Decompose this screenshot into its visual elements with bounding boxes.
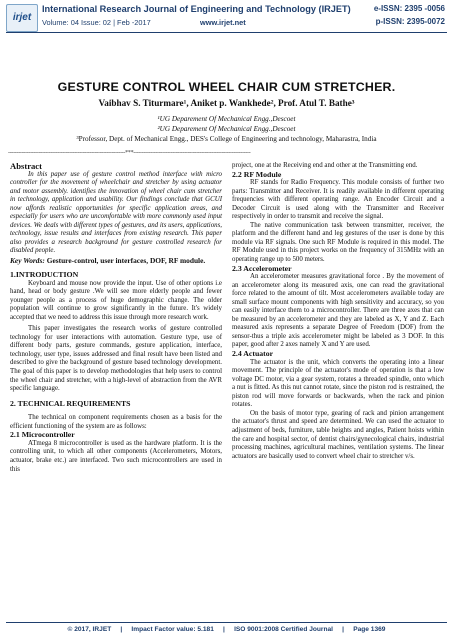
- keywords-value: Gesture-control, user interfaces, DOF, RF module.: [46, 256, 206, 266]
- footer-divider: [6, 622, 447, 623]
- actuator-paragraph-1: The actuator is the unit, which converts the operating into a linear movement. The principle of the actuator's mode of operation is that a low voltage DC motor, via a gear system, rotates a threaded spindle, onto which a nut is fitted. As this nut cannot rotate, since the piston rod is restrained, the piston rod will move forwards or backwards, when the rack and pinion rotates.: [232, 358, 444, 409]
- continued-paragraph: project, one at the Receiving end and other at the Transmitting end.: [232, 162, 418, 169]
- rf-paragraph-2: The native communication task between transmitter, receiver, the platform and the different hand and leg gestures of the user is done by this module via RF signals. One such RF Module is required in this model. The RF Module used in this project works on the frequency of 315MHz with an operating range up to 500 meters.: [232, 221, 444, 264]
- affiliation-2: ²UG Deparement Of Mechanical Engg.,Descoet: [157, 125, 296, 133]
- micro-paragraph: ATmega 8 microcontroller is used as the hardware platform. It is the controlling unit, to which all other components (Accelerometers, Motors, actuator, brake etc.) are interfaced. Two such microcontrollers are used in this: [10, 439, 222, 473]
- volume-issue: Volume: 04 Issue: 02 | Feb -2017: [42, 18, 151, 27]
- keywords: [10, 256, 222, 265]
- paper-authors: Vaibhav S. Titurmare¹, Aniket p. Wankhede², Prof. Atul T. Bathe³: [98, 98, 355, 108]
- intro-paragraph-1: Keyboard and mouse now provide the input. Use of other options i.e hand, head or body gesture .We will see more elderly people and fewer younger people as a process of huge demographic change. The older population will continue to grow significantly in the future. It's widely accepted that we need to address this issue through more research work.: [10, 279, 222, 321]
- pissn: p-ISSN: 2395-0072: [375, 17, 445, 26]
- left-column: [10, 162, 222, 474]
- actuator-paragraph-2: On the basis of motor type, gearing of rack and pinion arrangement the actuator's thrust and speed are determined. We can used the actuator to adjustment of beds, furniture, table heights and angles, Patient hoists within the care and hospital sector, of dentist chairs/gynecological chairs, industrial processing machines, agricultural machines, ventilation systems. The linear actuators are basically used to convert wheel chair to stretcher v/s.: [232, 409, 444, 460]
- footer-page: Page 1369: [353, 626, 386, 633]
- footer-iso: ISO 9001:2008 Certified Journal: [234, 626, 334, 633]
- eissn: e-ISSN: 2395 -0056: [373, 4, 445, 13]
- right-column: [232, 162, 444, 461]
- tech-paragraph: The technical on component requirements chosen as a basis for the efficient functioning of the system are as follows:: [10, 414, 222, 430]
- page-footer: © 2017, IRJET | Impact Factor value: 5.181 | ISO 9001:2008 Certified Journal | Page 1369: [67, 626, 386, 633]
- journal-title: International Research Journal of Engineering and Technology (IRJET): [42, 4, 351, 14]
- header-divider: [6, 32, 447, 33]
- micro-heading: 2.1 Microcontroller: [10, 430, 75, 440]
- keywords-label: Key Words:: [10, 256, 45, 266]
- journal-logo: irjet: [6, 4, 38, 32]
- intro-paragraph-2: This paper investigates the research works of gesture controlled technology for user interactions with automation. Gesture type, use of different body parts, gesture commands, gesture application, interface, technology, user type, issues addressed and final result have been listed and described to give the background of gesture based technology development. The goal of this paper is to develop methodologies that help users to control the wheel chair and stretcher, with a high-level of abstraction from the AVR specific language.: [10, 325, 222, 393]
- affiliation-1: ¹UG Deparement Of Mechanical Engg.,Descoet: [157, 115, 296, 123]
- abstract-heading: Abstract: [10, 161, 42, 171]
- tech-heading: 2. TECHNICAL REQUIREMENTS: [10, 398, 131, 408]
- intro-heading: 1.INTRODUCTION: [10, 270, 79, 280]
- rf-paragraph-1: RF stands for Radio Frequency. This module consists of further two parts: Transmitter and Receiver. It is readily available in different operating frequencies with different operating range. An Encoder Circuit and a Decoder Circuit is used along with the Transmitter and Receiver respectively in order to transmit and receive the signal.: [232, 179, 444, 221]
- abstract-text: In this paper use of gesture control method interface with micro controller for the movement of wheelchair and stretcher by using actuator and motor assembly. identifies the innovation of wheel chair cum stretcher in technology, application and usability. Our findings conclude that GCUI now affords realistic opportunities for specific application areas, and especially for users who are uncomfortable with more commonly used input devices. We deals with different types of gestures, and its users, applications, technology, issue results and interfaces from existing research. This paper also provides a research background for gesture controlled research for disabled people.: [10, 170, 222, 255]
- accelerometer-paragraph: An accelerometer measures gravitational force . By the movement of an accelerometer along its measured axis, one can read the gravitational force related to the amount of tilt. Most accelerometers available today are small surface mount components with high sensitivity and accuracy, so you can easily interface them to a microcontroller. There are three axes that can be measured by an accelerometer and they are labeled as X, Y and Z. Each measured axis represents a separate Degree of Freedom (DOF) from the sensor-thus a triple axis accelerometer might be labeled as 3 DOF. In this paper, good after 2 axes namely X and Y are used.: [232, 273, 444, 349]
- accelerometer-heading: 2.3 Accelerometer: [232, 263, 292, 273]
- paper-title: GESTURE CONTROL WHEEL CHAIR CUM STRETCHER.: [57, 80, 396, 94]
- journal-website-link[interactable]: www.irjet.net: [200, 18, 246, 27]
- footer-copyright: © 2017, IRJET: [67, 626, 112, 633]
- section-divider: ---------------------------------------------------------------------***---------------------------------------------------------------------: [8, 150, 251, 156]
- affiliation-3: ³Professor, Dept. of Mechanical Engg., DES's College of Engineering and technology, Maharastra, India: [76, 135, 377, 143]
- actuator-heading: 2.4 Actuator: [232, 349, 274, 359]
- journal-header: [0, 0, 453, 34]
- rf-heading: 2.2 RF Module: [232, 169, 282, 179]
- footer-impact: Impact Factor value: 5.181: [131, 626, 214, 633]
